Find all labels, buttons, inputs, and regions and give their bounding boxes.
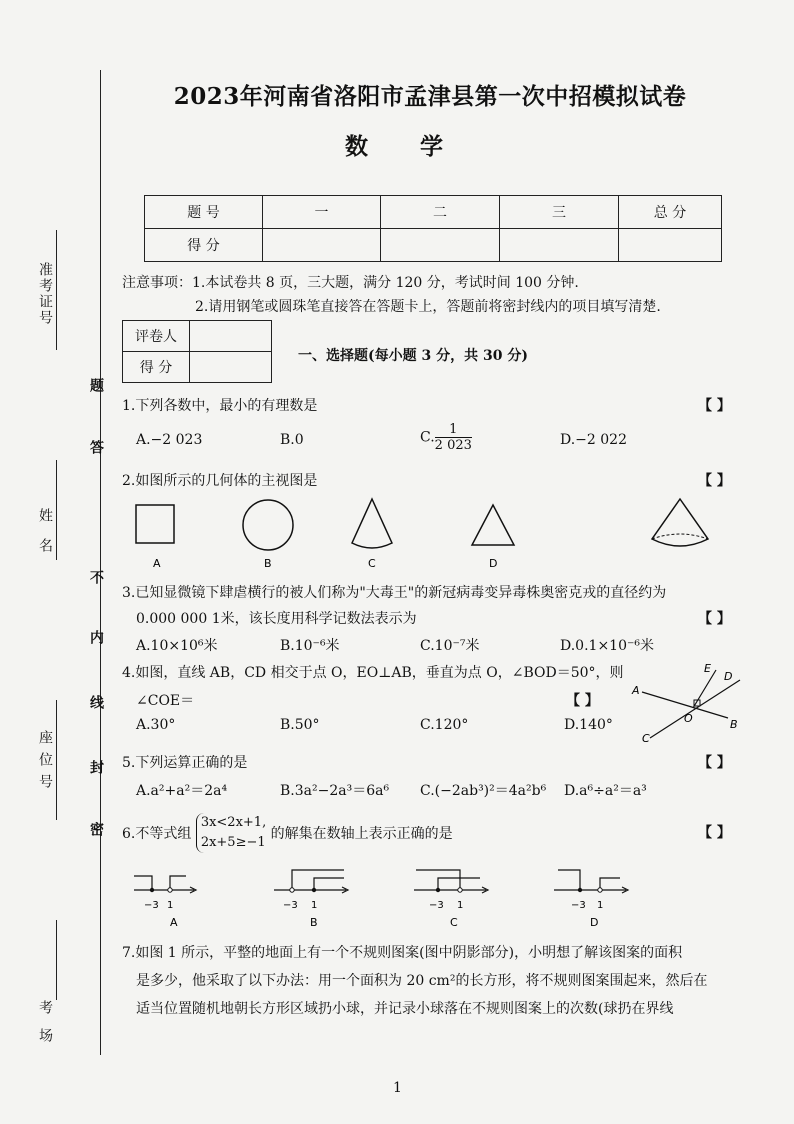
- q5-option-c[interactable]: C.(−2ab³)²＝4a²b⁶: [420, 783, 547, 799]
- score-header-cell: 一: [263, 196, 381, 229]
- section-heading: 一、选择题(每小题 3 分，共 30 分): [298, 348, 528, 364]
- inequality-2: 2x+5≥−1: [200, 835, 266, 850]
- q6-prefix: 6.不等式组: [122, 826, 192, 842]
- q6-label: B: [310, 916, 318, 929]
- name-label: 姓名: [37, 508, 53, 568]
- venue-underline: [56, 920, 57, 1000]
- q5-option-b[interactable]: B.3a²−2a³＝6a⁶: [280, 783, 390, 799]
- q6-label: A: [170, 916, 178, 929]
- tick-label: 1: [457, 900, 464, 911]
- q2-label: D: [489, 557, 498, 570]
- number-line-a: [134, 876, 196, 929]
- tick-label: −3: [283, 900, 298, 911]
- square-shape: [136, 505, 174, 543]
- name-underline: [56, 460, 57, 560]
- question-5-stem: 5.下列运算正确的是: [122, 755, 248, 771]
- cone-shape: [352, 499, 392, 548]
- q1-option-d[interactable]: D.−2 022: [560, 432, 627, 448]
- question-1-stem: 1.下列各数中，最小的有理数是: [122, 398, 318, 414]
- q4-fig-label: D: [724, 670, 733, 683]
- number-line-c: [414, 870, 488, 929]
- seal-char: 不: [88, 570, 104, 586]
- question-2-stem: 2.如图所示的几何体的主视图是: [122, 473, 318, 489]
- q3-option-c[interactable]: C.10⁻⁷米: [420, 638, 480, 654]
- answer-bracket[interactable]: 【 】: [566, 693, 599, 709]
- notes-line-1: 注意事项：1.本试卷共 8 页，三大题，满分 120 分，考试时间 100 分钟.: [122, 275, 579, 291]
- tick-label: −3: [571, 900, 586, 911]
- seal-char: 密: [88, 822, 104, 838]
- q6-label: D: [590, 916, 599, 929]
- question-4-line-1: 4.如图，直线 AB，CD 相交于点 O，EO⊥AB，垂直为点 O，∠BOD＝50°，则: [122, 665, 624, 681]
- q1-option-a[interactable]: A.−2 023: [136, 432, 203, 448]
- admission-number-label: 准考证号: [37, 262, 53, 326]
- q5-option-a[interactable]: A.a²+a²＝2a⁴: [136, 783, 228, 799]
- question-7-line-1: 7.如图 1 所示，平整的地面上有一个不规则图案(图中阴影部分)，小明想了解该图案的面积: [122, 945, 683, 961]
- number-line-b: [274, 870, 348, 929]
- q4-fig-label: C: [642, 732, 650, 745]
- score-header-cell: 总 分: [619, 196, 722, 229]
- score-header-cell: 二: [381, 196, 500, 229]
- grader-cell[interactable]: [190, 321, 272, 352]
- q4-option-b[interactable]: B.50°: [280, 717, 320, 733]
- grader-table: [122, 320, 272, 383]
- tick-label: −3: [429, 900, 444, 911]
- q4-option-c[interactable]: C.120°: [420, 717, 469, 733]
- score-cell[interactable]: [263, 229, 381, 262]
- seal-char: 内: [88, 630, 104, 646]
- question-3-line-1: 3.已知显微镜下肆虐横行的被人们称为"大毒王"的新冠病毒变异毒株奥密克戎的直径约为: [122, 585, 667, 601]
- tick-label: 1: [597, 900, 604, 911]
- cone-dashed-shape: [652, 499, 708, 546]
- line-cd: [650, 680, 740, 738]
- q4-fig-label: O: [684, 712, 693, 725]
- fraction-numerator: 1: [435, 422, 472, 438]
- fraction: [435, 422, 472, 453]
- q4-figure: [628, 662, 768, 748]
- q4-option-a[interactable]: A.30°: [136, 717, 176, 733]
- question-4-line-2: ∠COE＝: [136, 693, 195, 709]
- q4-fig-label: B: [730, 718, 738, 731]
- seal-char: 答: [88, 440, 104, 456]
- score-header-cell: 题 号: [145, 196, 263, 229]
- q6-number-lines: [130, 862, 630, 932]
- q5-option-d[interactable]: D.a⁶÷a²＝a³: [564, 783, 647, 799]
- q4-fig-label: A: [632, 684, 640, 697]
- score-cell[interactable]: [619, 229, 722, 262]
- q1-option-b[interactable]: B.0: [280, 432, 304, 448]
- q3-option-b[interactable]: B.10⁻⁶米: [280, 638, 340, 654]
- q1-option-c[interactable]: [420, 422, 472, 453]
- q3-option-d[interactable]: D.0.1×10⁻⁶米: [560, 638, 654, 654]
- exam-venue-label: 考场: [37, 1000, 53, 1056]
- q6-label: C: [450, 916, 458, 929]
- tick-label: −3: [144, 900, 159, 911]
- q6-suffix: 的解集在数轴上表示正确的是: [270, 826, 453, 842]
- inequality-system: [196, 813, 266, 853]
- seal-char: 封: [88, 760, 104, 776]
- triangle-shape: [472, 505, 514, 545]
- notes-line-2: 2.请用钢笔或圆珠笔直接答在答题卡上，答题前将密封线内的项目填写清楚.: [195, 299, 661, 315]
- question-3-line-2: 0.000 000 1米，该长度用科学记数法表示为: [136, 611, 417, 627]
- score-cell[interactable]: [381, 229, 500, 262]
- score-cell[interactable]: [500, 229, 619, 262]
- score-table: [144, 195, 722, 262]
- cone-hidden-edge: [652, 534, 708, 539]
- inequality-1: 3x<2x+1,: [200, 815, 267, 830]
- score-row-label: 得 分: [145, 229, 263, 262]
- grader-score-label: 得 分: [123, 352, 190, 383]
- page-number: 1: [393, 1080, 402, 1096]
- q2-figures: [120, 495, 720, 575]
- fraction-denominator: 2 023: [434, 438, 472, 453]
- score-header-cell: 三: [500, 196, 619, 229]
- exam-title: 2023年河南省洛阳市孟津县第一次中招模拟试卷: [173, 83, 687, 110]
- answer-bracket[interactable]: 【 】: [698, 398, 731, 414]
- question-6-stem: [122, 813, 453, 853]
- q4-fig-label: E: [704, 662, 711, 675]
- question-7-line-2: 是多少，他采取了以下办法：用一个面积为 20 cm²的长方形，将不规则图案围起来，然后在: [136, 973, 708, 989]
- seal-char: 线: [88, 695, 104, 711]
- grader-label: 评卷人: [123, 321, 190, 352]
- answer-bracket[interactable]: 【 】: [698, 825, 731, 841]
- tick-label: 1: [167, 900, 174, 911]
- answer-bracket[interactable]: 【 】: [698, 473, 731, 489]
- question-7-line-3: 适当位置随机地朝长方形区域扔小球，并记录小球落在不规则图案上的次数(球扔在界线: [136, 1001, 674, 1017]
- grader-score-cell[interactable]: [190, 352, 272, 383]
- q1-option-c-prefix: C.: [420, 429, 435, 446]
- subject-title: 数 学: [344, 133, 465, 160]
- q2-label: C: [368, 557, 376, 570]
- seat-underline: [56, 700, 57, 820]
- number-line-d: [554, 870, 628, 929]
- seal-char: 题: [88, 378, 104, 394]
- admission-underline: [56, 230, 57, 350]
- circle-shape: [243, 500, 293, 550]
- answer-bracket[interactable]: 【 】: [698, 755, 731, 771]
- binding-line: [100, 70, 101, 1055]
- answer-bracket[interactable]: 【 】: [698, 611, 731, 627]
- q2-label: A: [153, 557, 161, 570]
- seat-number-label: 座位号: [37, 730, 53, 796]
- q4-option-d[interactable]: D.140°: [564, 717, 613, 733]
- q3-option-a[interactable]: A.10×10⁶米: [136, 638, 218, 654]
- tick-label: 1: [311, 900, 318, 911]
- q2-label: B: [264, 557, 272, 570]
